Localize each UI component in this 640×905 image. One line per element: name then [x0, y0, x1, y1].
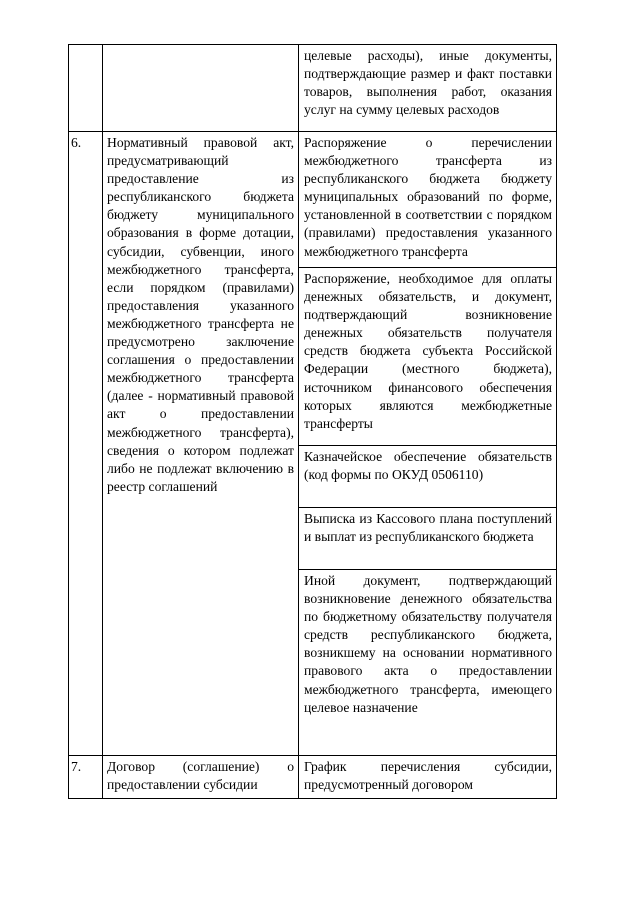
table-row-7 — [69, 756, 557, 799]
row-number-cell — [69, 756, 103, 799]
confirmation-cell — [299, 508, 557, 570]
document-text: Договор (соглашение) о предоставлении субсидии — [107, 759, 294, 793]
confirmation-cell — [299, 446, 557, 508]
document-cell — [103, 132, 299, 756]
table-row-6 — [69, 132, 557, 268]
row-number-cell — [69, 45, 103, 132]
confirmation-text: Иной документ, подтверждающий возникновение денежного обязательства по бюджетному обязательству получателя средств республиканского бюджета, возникшему на основании нормативного правового акта о предоставлении межбюджетного трансферта, имеющего целевое назначение — [304, 573, 552, 715]
confirmation-cell — [299, 268, 557, 446]
document-table — [68, 44, 557, 799]
row-number: 6. — [71, 135, 82, 150]
confirmation-text: Выписка из Кассового плана поступлений и выплат из республиканского бюджета — [304, 511, 552, 545]
confirmation-cell — [299, 756, 557, 799]
confirmation-text: Распоряжение о перечислении межбюджетного трансферта из республиканского бюджета бюджету муниципальных образований по форме, установленной в соответствии с порядком (правилами) предоставления указанного межбюджетного трансферта — [304, 135, 552, 259]
confirmation-cell — [299, 45, 557, 132]
confirmation-text: Казначейское обеспечение обязательств (код формы по ОКУД 0506110) — [304, 449, 552, 483]
document-cell — [103, 756, 299, 799]
row-number: 7. — [71, 759, 82, 774]
confirmation-text: Распоряжение, необходимое для оплаты денежных обязательств, и документ, подтверждающий возникновение денежных обязательств получателя средств бюджета субъекта Российской Федерации (местного бюджета), источником финансового обеспечения которых являются межбюджетные трансферты — [304, 271, 552, 431]
confirmation-cell — [299, 132, 557, 268]
row-number-cell — [69, 132, 103, 756]
document-cell — [103, 45, 299, 132]
confirmation-text: График перечисления субсидии, предусмотренный договором — [304, 759, 552, 793]
confirmation-text: целевые расходы), иные документы, подтверждающие размер и факт поставки товаров, выполнения работ, оказания услуг на сумму целевых расходов — [304, 48, 552, 118]
confirmation-cell — [299, 570, 557, 756]
table-row-continuation — [69, 45, 557, 132]
document-text: Нормативный правовой акт, предусматривающий предоставление из республиканского бюджета бюджету муниципального образования в форме дотации, субсидии, субвенции, иного межбюджетного трансферта, если порядком (правилами) предоставления указанного межбюджетного трансферта не предусмотрено заключение соглашения о предоставлении межбюджетного трансферта (далее - нормативный правовой акт о предоставлении межбюджетного трансферта), сведения о котором подлежат либо не подлежат включению в реестр соглашений — [107, 135, 294, 494]
